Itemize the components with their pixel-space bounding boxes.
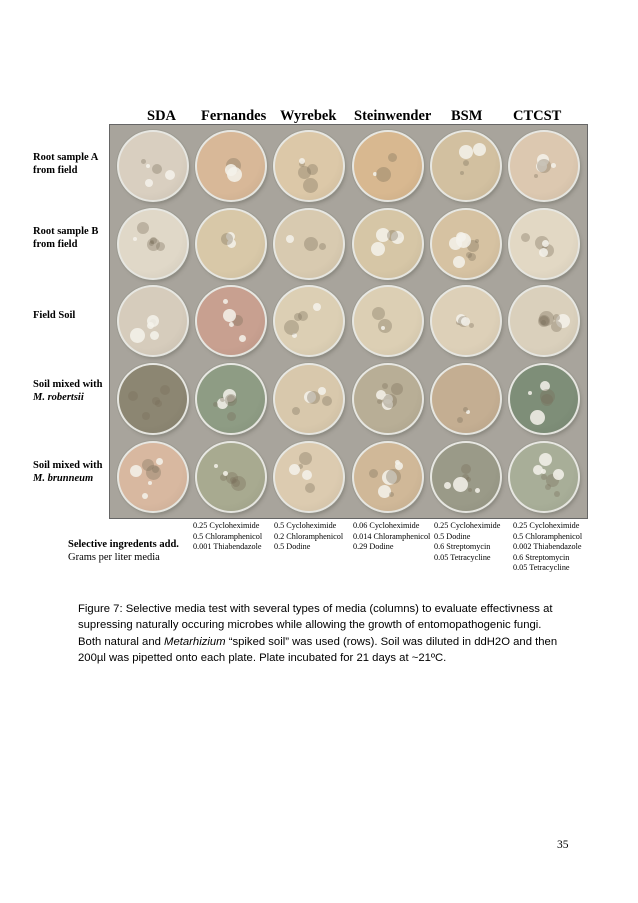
petri-dish xyxy=(510,210,578,278)
caption-text: Both natural and xyxy=(78,635,165,648)
colony xyxy=(540,389,555,404)
colony xyxy=(541,474,547,480)
colony xyxy=(386,469,401,484)
colony xyxy=(302,470,312,480)
colony xyxy=(468,488,472,492)
petri-dish xyxy=(432,210,500,278)
petri-dish xyxy=(275,132,343,200)
column-header-ctcst: CTCST xyxy=(513,108,562,124)
petri-dish xyxy=(119,287,187,355)
ingredient: 0.25 Cycloheximide xyxy=(513,521,580,530)
colony xyxy=(553,314,560,321)
colony xyxy=(286,235,294,243)
ingredient: 0.25 Cycloheximide xyxy=(193,521,260,530)
colony xyxy=(537,159,551,173)
colony xyxy=(369,469,378,478)
ingredient: 0.014 Chloramphenicol xyxy=(353,531,431,541)
ingredient: 0.05 Tetracycline xyxy=(434,552,491,562)
petri-dish xyxy=(275,287,343,355)
colony xyxy=(133,237,137,241)
plate-cell xyxy=(350,207,424,281)
ingredient: 0.29 Dodine xyxy=(353,542,394,552)
petri-dish xyxy=(275,443,343,511)
plate-cell xyxy=(272,129,346,203)
colony xyxy=(225,394,237,406)
colony xyxy=(292,407,300,415)
row-label-line2: from field xyxy=(33,165,78,176)
colony xyxy=(387,230,398,241)
plate-cell xyxy=(194,129,268,203)
colony xyxy=(147,322,154,329)
petri-dish xyxy=(119,443,187,511)
petri-dish xyxy=(354,443,422,511)
colony xyxy=(299,452,312,465)
colony xyxy=(383,394,397,408)
ingredient: 0.5 Dodine xyxy=(434,531,471,541)
colony xyxy=(554,491,560,497)
ingredient: 0.05 Tetracycline xyxy=(513,563,570,573)
colony xyxy=(141,159,146,164)
colony xyxy=(551,321,562,332)
colony xyxy=(444,482,451,489)
colony xyxy=(156,458,163,465)
petri-dish xyxy=(119,210,187,278)
colony xyxy=(468,253,476,261)
colony xyxy=(460,171,464,175)
plate-cell xyxy=(272,207,346,281)
column-header-steinwender: Steinwender xyxy=(354,108,432,124)
column-header-bsm: BSM xyxy=(451,108,483,124)
petri-dish xyxy=(197,287,265,355)
petri-dish xyxy=(432,365,500,433)
ingredient: 0.5 Chloramphenicol xyxy=(193,531,263,541)
petri-dish-photo xyxy=(109,124,588,519)
colony xyxy=(289,464,300,475)
colony xyxy=(545,484,551,490)
colony xyxy=(155,400,162,407)
colony xyxy=(130,328,145,343)
plate-cell xyxy=(507,285,581,359)
colony xyxy=(453,256,465,268)
ingredient: 0.2 Chloramphenicol xyxy=(274,531,344,541)
plate-cell xyxy=(429,285,503,359)
caption-line xyxy=(78,634,598,650)
plate-cell xyxy=(272,362,346,436)
colony xyxy=(142,412,150,420)
petri-dish xyxy=(510,365,578,433)
selective-ingredients-units: Grams per liter media xyxy=(68,552,160,563)
column-header-wyrebek: Wyrebek xyxy=(280,108,337,124)
plate-cell xyxy=(429,207,503,281)
plate-cell xyxy=(116,207,190,281)
row-label-line1: Root sample A xyxy=(33,152,99,163)
colony xyxy=(475,488,480,493)
colony xyxy=(473,143,486,156)
colony xyxy=(530,410,545,425)
petri-dish xyxy=(197,210,265,278)
colony xyxy=(541,320,546,325)
plate-cell xyxy=(194,440,268,514)
colony xyxy=(165,170,175,180)
plate-cell xyxy=(116,285,190,359)
colony xyxy=(152,164,162,174)
selective-ingredients-title xyxy=(68,538,179,564)
colony xyxy=(137,222,149,234)
ingredient: 0.001 Thiabendazole xyxy=(193,542,262,552)
colony xyxy=(130,465,142,477)
petri-dish xyxy=(510,132,578,200)
colony xyxy=(395,460,400,465)
colony xyxy=(145,179,153,187)
colony xyxy=(318,387,326,395)
colony xyxy=(457,417,463,423)
row-label-root-sample-a xyxy=(33,151,98,177)
row-label-line2: from field xyxy=(33,239,78,250)
colony xyxy=(214,464,218,468)
petri-dish xyxy=(119,365,187,433)
colony xyxy=(382,383,388,389)
plate-cell xyxy=(272,285,346,359)
ingredients-wyrebek xyxy=(274,521,343,553)
ingredient: 0.5 Dodine xyxy=(274,542,311,552)
colony xyxy=(459,145,473,159)
colony xyxy=(239,335,246,342)
plate-cell xyxy=(429,129,503,203)
colony xyxy=(461,464,471,474)
column-header-fernandes: Fernandes xyxy=(201,108,267,124)
colony xyxy=(284,320,299,335)
petri-dish xyxy=(197,132,265,200)
colony xyxy=(142,493,148,499)
colony xyxy=(146,164,150,168)
colony xyxy=(213,402,218,407)
colony xyxy=(388,153,397,162)
row-label-line1: Soil mixed with xyxy=(33,379,103,390)
plate-cell xyxy=(116,362,190,436)
plate-cell xyxy=(429,362,503,436)
ingredients-steinwender xyxy=(353,521,430,553)
petri-dish xyxy=(275,210,343,278)
colony xyxy=(299,158,305,164)
colony xyxy=(142,459,154,471)
colony xyxy=(534,174,538,178)
colony xyxy=(148,481,152,485)
row-label-root-sample-b xyxy=(33,225,98,251)
row-label-m-brunneum xyxy=(33,459,102,485)
petri-dish xyxy=(197,443,265,511)
plate-cell xyxy=(507,440,581,514)
colony xyxy=(322,396,332,406)
colony xyxy=(223,299,228,304)
plate-cell xyxy=(194,207,268,281)
colony xyxy=(469,323,474,328)
plate-cell xyxy=(116,440,190,514)
page-number: 35 xyxy=(557,839,569,851)
colony xyxy=(128,391,138,401)
colony xyxy=(541,469,546,474)
colony xyxy=(453,477,468,492)
caption-line: 200µl was pipetted onto each plate. Plate incubated for 21 days at ~21ºC. xyxy=(78,651,447,664)
ingredients-bsm xyxy=(434,521,500,563)
colony xyxy=(298,311,308,321)
ingredient: 0.06 Cycloheximide xyxy=(353,521,420,530)
colony xyxy=(160,385,170,395)
selective-ingredients-heading: Selective ingredents add. xyxy=(68,539,179,550)
petri-dish xyxy=(510,287,578,355)
plate-cell xyxy=(507,362,581,436)
ingredient: 0.6 Streptomycin xyxy=(434,542,491,552)
plate-cell xyxy=(194,285,268,359)
row-label-m-robertsii xyxy=(33,378,102,404)
row-label-line1: Field Soil xyxy=(33,310,76,321)
petri-dish xyxy=(119,132,187,200)
ingredients-fernandes xyxy=(193,521,262,553)
plate-cell xyxy=(116,129,190,203)
caption-text: “spiked soil” was used (rows). Soil was diluted in ddH2O and then xyxy=(225,635,558,648)
colony xyxy=(156,242,165,251)
colony xyxy=(528,391,532,395)
colony xyxy=(381,326,385,330)
row-label-field-soil xyxy=(33,309,75,322)
row-label-line1: Soil mixed with xyxy=(33,460,103,471)
colony xyxy=(371,242,385,256)
plate-cell xyxy=(350,362,424,436)
colony xyxy=(376,167,391,182)
plate-cell xyxy=(350,285,424,359)
colony xyxy=(553,469,564,480)
petri-dish xyxy=(197,365,265,433)
petri-dish xyxy=(432,132,500,200)
petri-dish xyxy=(354,287,422,355)
colony xyxy=(304,237,318,251)
plate-cell xyxy=(429,440,503,514)
caption-line: Figure 7: Selective media test with several types of media (columns) to evaluate effectivness at xyxy=(78,603,553,615)
ingredient: 0.002 Thiabendazole xyxy=(513,542,582,552)
plate-cell xyxy=(350,129,424,203)
ingredient: 0.5 Cycloheximide xyxy=(274,521,337,530)
colony xyxy=(319,243,326,250)
petri-dish xyxy=(510,443,578,511)
colony xyxy=(539,453,552,466)
colony xyxy=(225,164,237,176)
row-label-line2: M. brunneum xyxy=(33,473,94,484)
colony xyxy=(303,178,318,193)
colony xyxy=(227,412,236,421)
ingredient: 0.25 Cycloheximide xyxy=(434,521,501,530)
plate-cell xyxy=(350,440,424,514)
petri-dish xyxy=(354,365,422,433)
colony xyxy=(463,160,469,166)
colony xyxy=(551,163,556,168)
plate-cell xyxy=(194,362,268,436)
column-header-sda: SDA xyxy=(147,108,177,124)
colony xyxy=(305,483,315,493)
petri-dish xyxy=(354,210,422,278)
ingredient: 0.6 Streptomycin xyxy=(513,552,570,562)
petri-dish xyxy=(354,132,422,200)
plate-cell xyxy=(507,129,581,203)
petri-dish xyxy=(432,287,500,355)
plate-cell xyxy=(272,440,346,514)
colony xyxy=(223,471,228,476)
colony xyxy=(307,164,318,175)
caption-genus: Metarhizium xyxy=(164,635,226,648)
row-label-line1: Root sample B xyxy=(33,226,99,237)
ingredients-ctcst xyxy=(513,521,582,574)
colony xyxy=(521,233,530,242)
colony xyxy=(475,239,479,243)
petri-dish xyxy=(432,443,500,511)
plate-cell xyxy=(507,207,581,281)
colony xyxy=(313,303,321,311)
row-label-line2: M. robertsii xyxy=(33,392,84,403)
figure-caption xyxy=(78,601,598,666)
colony xyxy=(389,492,394,497)
petri-dish xyxy=(275,365,343,433)
ingredient: 0.5 Chloramphenicol xyxy=(513,531,583,541)
colony xyxy=(150,331,159,340)
caption-line: supressing naturally occuring microbes while allowing the growth of entomopathogenic fungi. xyxy=(78,619,542,632)
colony xyxy=(391,383,403,395)
